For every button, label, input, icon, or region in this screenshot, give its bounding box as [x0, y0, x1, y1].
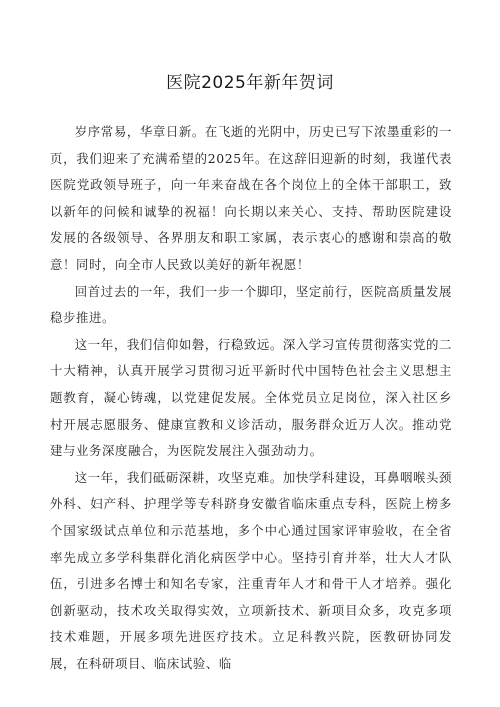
paragraph-discipline-development: 这一年，我们砥砺深耕，攻坚克难。加快学科建设，耳鼻咽喉头颈外科、妇产科、护理学等专科跻身安徽省临床重点专科，医院上榜多个国家级试点单位和示范基地，多个中心通过国家评审验收，在全省率先成立多学科集群化消化病医学中心。坚持引育并举，壮大人才队伍，引进多名博士和知名专家，注重青年人才和骨干人才培养。强化创新驱动，技术攻关取得实效，立项新技术、新项目众多，攻克多项技术难题，开展多项先进医疗技术。立足科教兴院，医教研协同发展，在科研项目、临床试验、临	[50, 469, 452, 671]
paragraph-review: 回首过去的一年，我们一步一个脚印，坚定前行，医院高质量发展稳步推进。	[50, 283, 452, 326]
paragraph-party-building: 这一年，我们信仰如磐，行稳致远。深入学习宣传贯彻落实党的二十大精神，认真开展学习贯彻习近平新时代中国特色社会主义思想主题教育，凝心铸魂，以党建促发展。全体党员立足岗位，深入社区乡村开展志愿服务、健康宣教和义诊活动，服务群众近万人次。推动党建与业务深度融合，为医院发展注入强劲动力。	[50, 336, 452, 459]
document-body	[50, 119, 452, 677]
paragraph-opening: 岁序常易，华章日新。在飞逝的光阴中，历史已写下浓墨重彩的一页，我们迎来了充满希望的2025年。在这辞旧迎新的时刻，我谨代表医院党政领导班子，向一年来奋战在各个岗位上的全体干部职工，致以新年的问候和诚挚的祝福！向长期以来关心、支持、帮助医院建设发展的各级领导、各界朋友和职工家属，表示衷心的感谢和崇高的敬意！同时，向全市人民致以美好的新年祝愿！	[50, 124, 452, 272]
document-title: 医院2025年新年贺词	[166, 73, 334, 93]
